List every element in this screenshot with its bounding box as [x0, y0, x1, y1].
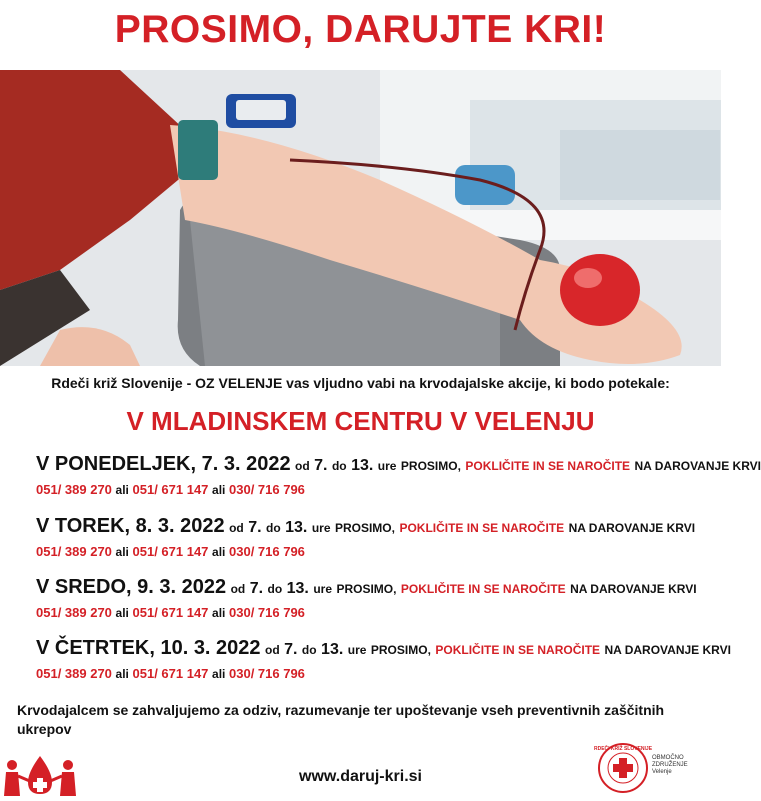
event-date: V PONEDELJEK, 7. 3. 2022 — [36, 453, 291, 475]
event-tail: NA DAROVANJE KRVI — [634, 459, 761, 473]
event-ure: ure — [377, 459, 397, 473]
phone-number[interactable]: 030/ 716 796 — [229, 482, 305, 497]
event-od: od — [295, 459, 310, 473]
event-prosimo: PROSIMO, — [334, 521, 395, 535]
event-call-notice: POKLIČITE IN SE NAROČITE — [399, 521, 565, 535]
phone-number[interactable]: 051/ 389 270 — [36, 666, 112, 681]
event-do: do — [267, 582, 283, 596]
phone-number[interactable]: 051/ 671 147 — [132, 605, 209, 620]
phone-number[interactable]: 051/ 671 147 — [132, 666, 209, 681]
logo-org-line2: Velenje — [652, 769, 672, 775]
event-ure: ure — [311, 521, 331, 535]
event-phones — [36, 605, 726, 620]
event-item — [36, 453, 761, 497]
phone-separator: ali — [115, 483, 129, 497]
event-end: 13. — [321, 641, 344, 658]
event-do: do — [301, 643, 317, 657]
event-end: 13. — [286, 580, 309, 597]
event-date: V SREDO, 9. 3. 2022 — [36, 576, 227, 598]
event-line — [36, 453, 761, 476]
website-link[interactable]: www.daruj-kri.si — [299, 768, 422, 785]
thanks-text: Krvodajalcem se zahvaljujemo za odziv, razumevanje ter upoštevanje vseh preventivnih zaščitnih ukrepov — [17, 702, 665, 737]
phone-separator: ali — [115, 667, 129, 681]
event-line — [36, 515, 726, 538]
page-title: PROSIMO, DARUJTE KRI! — [114, 8, 607, 51]
event-start: 7. — [314, 457, 328, 474]
event-tail: NA DAROVANJE KRVI — [570, 582, 697, 596]
phone-number[interactable]: 030/ 716 796 — [229, 544, 305, 559]
venue-heading: V MLADINSKEM CENTRU V VELENJU — [126, 406, 595, 436]
event-od: od — [230, 582, 246, 596]
event-phones — [36, 544, 726, 559]
event-ure: ure — [313, 582, 332, 596]
event-prosimo: PROSIMO, — [336, 582, 397, 596]
event-call-notice: POKLIČITE IN SE NAROČITE — [465, 459, 631, 473]
event-do: do — [331, 459, 347, 473]
event-call-notice: POKLIČITE IN SE NAROČITE — [400, 582, 566, 596]
event-end: 13. — [285, 519, 308, 536]
phone-separator: ali — [115, 606, 129, 620]
event-phones — [36, 482, 726, 497]
event-item — [36, 637, 731, 681]
phone-number[interactable]: 051/ 389 270 — [36, 544, 112, 559]
event-date: V TOREK, 8. 3. 2022 — [36, 515, 225, 537]
event-start: 7. — [248, 519, 262, 536]
event-tail: NA DAROVANJE KRVI — [604, 643, 731, 657]
event-od: od — [265, 643, 280, 657]
logo-ring-text: RDEČI KRIŽ SLOVENIJE — [593, 746, 653, 752]
phone-separator: ali — [212, 606, 226, 620]
phone-separator: ali — [212, 667, 226, 681]
event-do: do — [266, 521, 281, 535]
red-cross-logo — [593, 741, 717, 796]
event-phones — [36, 666, 726, 681]
logo-org-line1: OBMOČNO ZDRUŽENJE — [652, 755, 688, 768]
event-od: od — [229, 521, 244, 535]
phone-number[interactable]: 051/ 671 147 — [132, 482, 209, 497]
event-line — [36, 637, 731, 660]
event-ure: ure — [347, 643, 367, 657]
event-prosimo: PROSIMO, — [400, 459, 461, 473]
phone-separator: ali — [212, 483, 226, 497]
phone-number[interactable]: 030/ 716 796 — [229, 605, 305, 620]
event-start: 7. — [249, 580, 264, 597]
event-item — [36, 576, 726, 620]
phone-number[interactable]: 030/ 716 796 — [229, 666, 305, 681]
event-end: 13. — [351, 457, 374, 474]
event-call-notice: POKLIČITE IN SE NAROČITE — [435, 643, 601, 657]
phone-number[interactable]: 051/ 389 270 — [36, 605, 112, 620]
event-item — [36, 515, 726, 559]
intro-text: Rdeči križ Slovenije - OZ VELENJE vas vljudno vabi na krvodajalske akcije, ki bodo potekale: — [51, 375, 670, 391]
event-tail: NA DAROVANJE KRVI — [568, 521, 696, 535]
logo-org-name — [652, 755, 716, 776]
event-date: V ČETRTEK, 10. 3. 2022 — [36, 637, 261, 659]
event-line — [36, 576, 726, 599]
event-start: 7. — [284, 641, 298, 658]
event-prosimo: PROSIMO, — [370, 643, 431, 657]
phone-separator: ali — [212, 545, 226, 559]
phone-number[interactable]: 051/ 389 270 — [36, 482, 112, 497]
phone-number[interactable]: 051/ 671 147 — [132, 544, 209, 559]
blood-donation-photo — [0, 70, 721, 366]
phone-separator: ali — [115, 545, 129, 559]
